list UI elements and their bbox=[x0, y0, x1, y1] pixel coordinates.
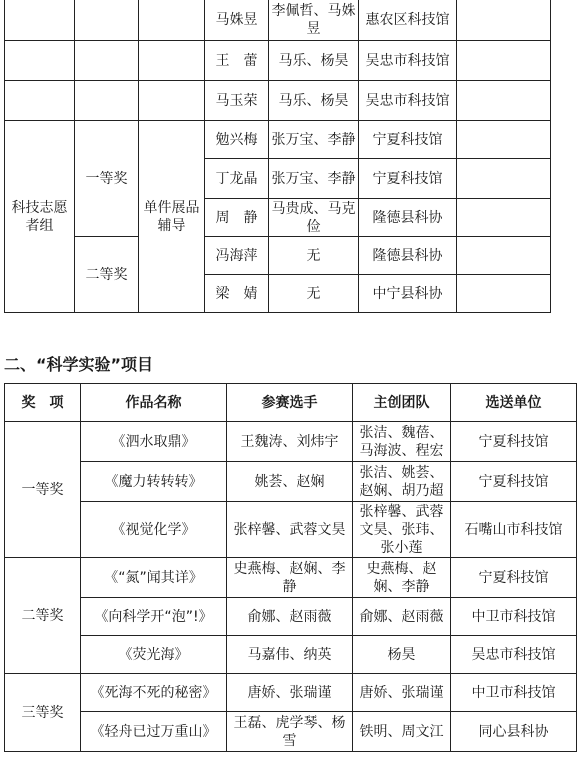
header-players: 参赛选手 bbox=[227, 384, 353, 422]
award-cell: 三等奖 bbox=[5, 674, 81, 752]
team-cell: 无 bbox=[269, 237, 359, 275]
team-cell: 铁明、周文江 bbox=[353, 712, 451, 752]
category-cell: 单件展品辅导 bbox=[139, 121, 205, 313]
work-cell: 《荧光海》 bbox=[81, 636, 227, 674]
section-heading: 二、“科学实验”项目 bbox=[4, 355, 154, 374]
unit-cell: 中卫市科技馆 bbox=[451, 598, 577, 636]
header-award: 奖 项 bbox=[5, 384, 81, 422]
players-cell: 王魏涛、刘炜宇 bbox=[227, 422, 353, 462]
team-cell: 唐娇、张瑞谨 bbox=[353, 674, 451, 712]
team-cell: 张梓馨、武蓉文昊、张玮、张小莲 bbox=[353, 502, 451, 558]
header-unit: 选送单位 bbox=[451, 384, 577, 422]
players-cell: 俞娜、赵雨薇 bbox=[227, 598, 353, 636]
name-cell: 丁龙晶 bbox=[205, 159, 269, 199]
unit-cell: 隆德县科协 bbox=[359, 237, 457, 275]
award-cell: 二等奖 bbox=[75, 237, 139, 313]
work-cell: 《视觉化学》 bbox=[81, 502, 227, 558]
team-cell: 马乐、杨昊 bbox=[269, 81, 359, 121]
work-cell: 《轻舟已过万重山》 bbox=[81, 712, 227, 752]
team-cell: 张万宝、李静 bbox=[269, 121, 359, 159]
team-cell: 杨昊 bbox=[353, 636, 451, 674]
award-cell: 一等奖 bbox=[75, 121, 139, 237]
unit-cell: 宁夏科技馆 bbox=[451, 462, 577, 502]
unit-cell: 隆德县科协 bbox=[359, 199, 457, 237]
unit-cell: 吴忠市科技馆 bbox=[451, 636, 577, 674]
players-cell: 张梓馨、武蓉文昊 bbox=[227, 502, 353, 558]
team-cell: 俞娜、赵雨薇 bbox=[353, 598, 451, 636]
team-cell: 李佩哲、马姝昱 bbox=[269, 0, 359, 41]
name-cell: 马玉荣 bbox=[205, 81, 269, 121]
unit-cell: 中宁县科协 bbox=[359, 275, 457, 313]
players-cell: 姚荟、赵娴 bbox=[227, 462, 353, 502]
unit-cell: 惠农区科技馆 bbox=[359, 0, 457, 41]
work-cell: 《魔力转转转》 bbox=[81, 462, 227, 502]
name-cell: 马姝昱 bbox=[205, 0, 269, 41]
team-cell: 史燕梅、赵娴、李静 bbox=[353, 558, 451, 598]
team-cell: 无 bbox=[269, 275, 359, 313]
unit-cell: 宁夏科技馆 bbox=[359, 121, 457, 159]
award-cell: 一等奖 bbox=[5, 422, 81, 558]
players-cell: 唐娇、张瑞谨 bbox=[227, 674, 353, 712]
name-cell: 周 静 bbox=[205, 199, 269, 237]
players-cell: 马嘉伟、纳英 bbox=[227, 636, 353, 674]
team-cell: 张洁、魏蓓、马海波、程宏 bbox=[353, 422, 451, 462]
unit-cell: 同心县科协 bbox=[451, 712, 577, 752]
header-team: 主创团队 bbox=[353, 384, 451, 422]
award-cell: 二等奖 bbox=[5, 558, 81, 674]
work-cell: 《泗水取鼎》 bbox=[81, 422, 227, 462]
unit-cell: 吴忠市科技馆 bbox=[359, 81, 457, 121]
name-cell: 梁 婧 bbox=[205, 275, 269, 313]
volunteer-table bbox=[4, 0, 551, 313]
players-cell: 王磊、虎学琴、杨雪 bbox=[227, 712, 353, 752]
unit-cell: 宁夏科技馆 bbox=[359, 159, 457, 199]
unit-cell: 中卫市科技馆 bbox=[451, 674, 577, 712]
science-experiment-table bbox=[4, 383, 577, 752]
work-cell: 《“氮”闻其详》 bbox=[81, 558, 227, 598]
group-cell: 科技志愿者组 bbox=[5, 121, 75, 313]
work-cell: 《向科学开“泡”!》 bbox=[81, 598, 227, 636]
unit-cell: 吴忠市科技馆 bbox=[359, 41, 457, 81]
unit-cell: 宁夏科技馆 bbox=[451, 558, 577, 598]
name-cell: 冯海萍 bbox=[205, 237, 269, 275]
header-work: 作品名称 bbox=[81, 384, 227, 422]
team-cell: 张洁、姚荟、赵娴、胡乃超 bbox=[353, 462, 451, 502]
team-cell: 张万宝、李静 bbox=[269, 159, 359, 199]
name-cell: 王 蕾 bbox=[205, 41, 269, 81]
unit-cell: 宁夏科技馆 bbox=[451, 422, 577, 462]
players-cell: 史燕梅、赵娴、李静 bbox=[227, 558, 353, 598]
unit-cell: 石嘴山市科技馆 bbox=[451, 502, 577, 558]
name-cell: 勉兴梅 bbox=[205, 121, 269, 159]
team-cell: 马贵成、马克俭 bbox=[269, 199, 359, 237]
work-cell: 《死海不死的秘密》 bbox=[81, 674, 227, 712]
team-cell: 马乐、杨昊 bbox=[269, 41, 359, 81]
